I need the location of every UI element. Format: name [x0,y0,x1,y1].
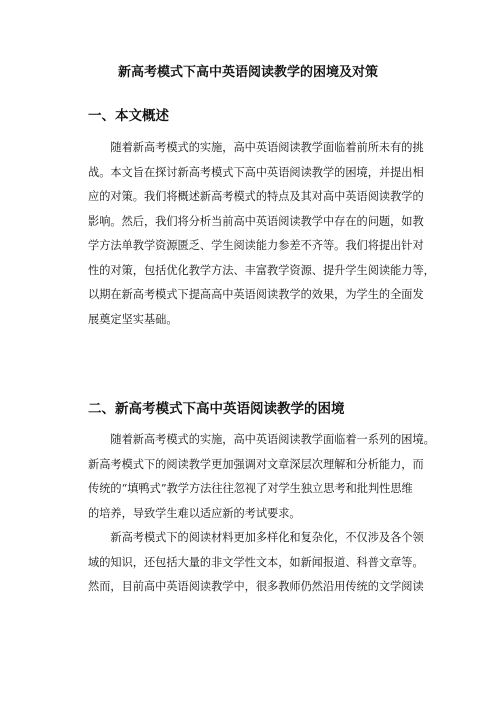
text-line: 新高考模式下的阅读材料更加多样化和复杂化，不仅涉及各个领 [88,531,424,544]
text-line: 随着新高考模式的实施，高中英语阅读教学面临着一系列的困境。 [88,433,435,446]
text-line: 应的对策。我们将概述新高考模式的特点及其对高中英语阅读教学的 [88,190,424,203]
text-line: 战。本文旨在探讨新高考模式下高中英语阅读教学的困境，并提出相 [88,165,424,179]
text-line: 的培养，导致学生难以适应新的考试要求。 [88,506,301,520]
text-line: 随着新高考模式的实施，高中英语阅读教学面临着前所未有的挑 [88,141,424,154]
paragraph-overview [88,136,435,332]
text-line: 域的知识，还包括大量的非文学性文本，如新闻报道、科普文章等。 [88,555,424,569]
text-line: 性的对策，包括优化教学方法、丰富教学资源、提升学生阅读能力等， [88,263,435,277]
text-line: 新高考模式下的阅读教学更加强调对文章深层次理解和分析能力，而 [88,457,424,471]
text-line: 展奠定坚实基础。 [88,312,178,326]
document-title: 新高考模式下高中英语阅读教学的困境及对策 [117,65,378,80]
section-heading-overview: 一、本文概述 [88,108,169,124]
paragraph-dilemmas-1 [88,428,435,526]
text-line: 以期在新高考模式下提高高中英语阅读教学的效果，为学生的全面发 [88,288,424,301]
section-heading-dilemmas: 二、新高考模式下高中英语阅读教学的困境 [88,401,345,417]
text-line: 传统的“填鸭式”教学方法往往忽视了对学生独立思考和批判性思维 [88,482,413,495]
text-line: 学方法单教学资源匮乏、学生阅读能力参差不齐等。我们将提出针对 [88,239,424,252]
text-line: 然而，目前高中英语阅读教学中，很多教师仍然沿用传统的文学阅读 [88,580,424,593]
paragraph-dilemmas-2 [88,526,424,600]
text-line: 影响。然后，我们将分析当前高中英语阅读教学中存在的问题，如教 [88,214,424,228]
